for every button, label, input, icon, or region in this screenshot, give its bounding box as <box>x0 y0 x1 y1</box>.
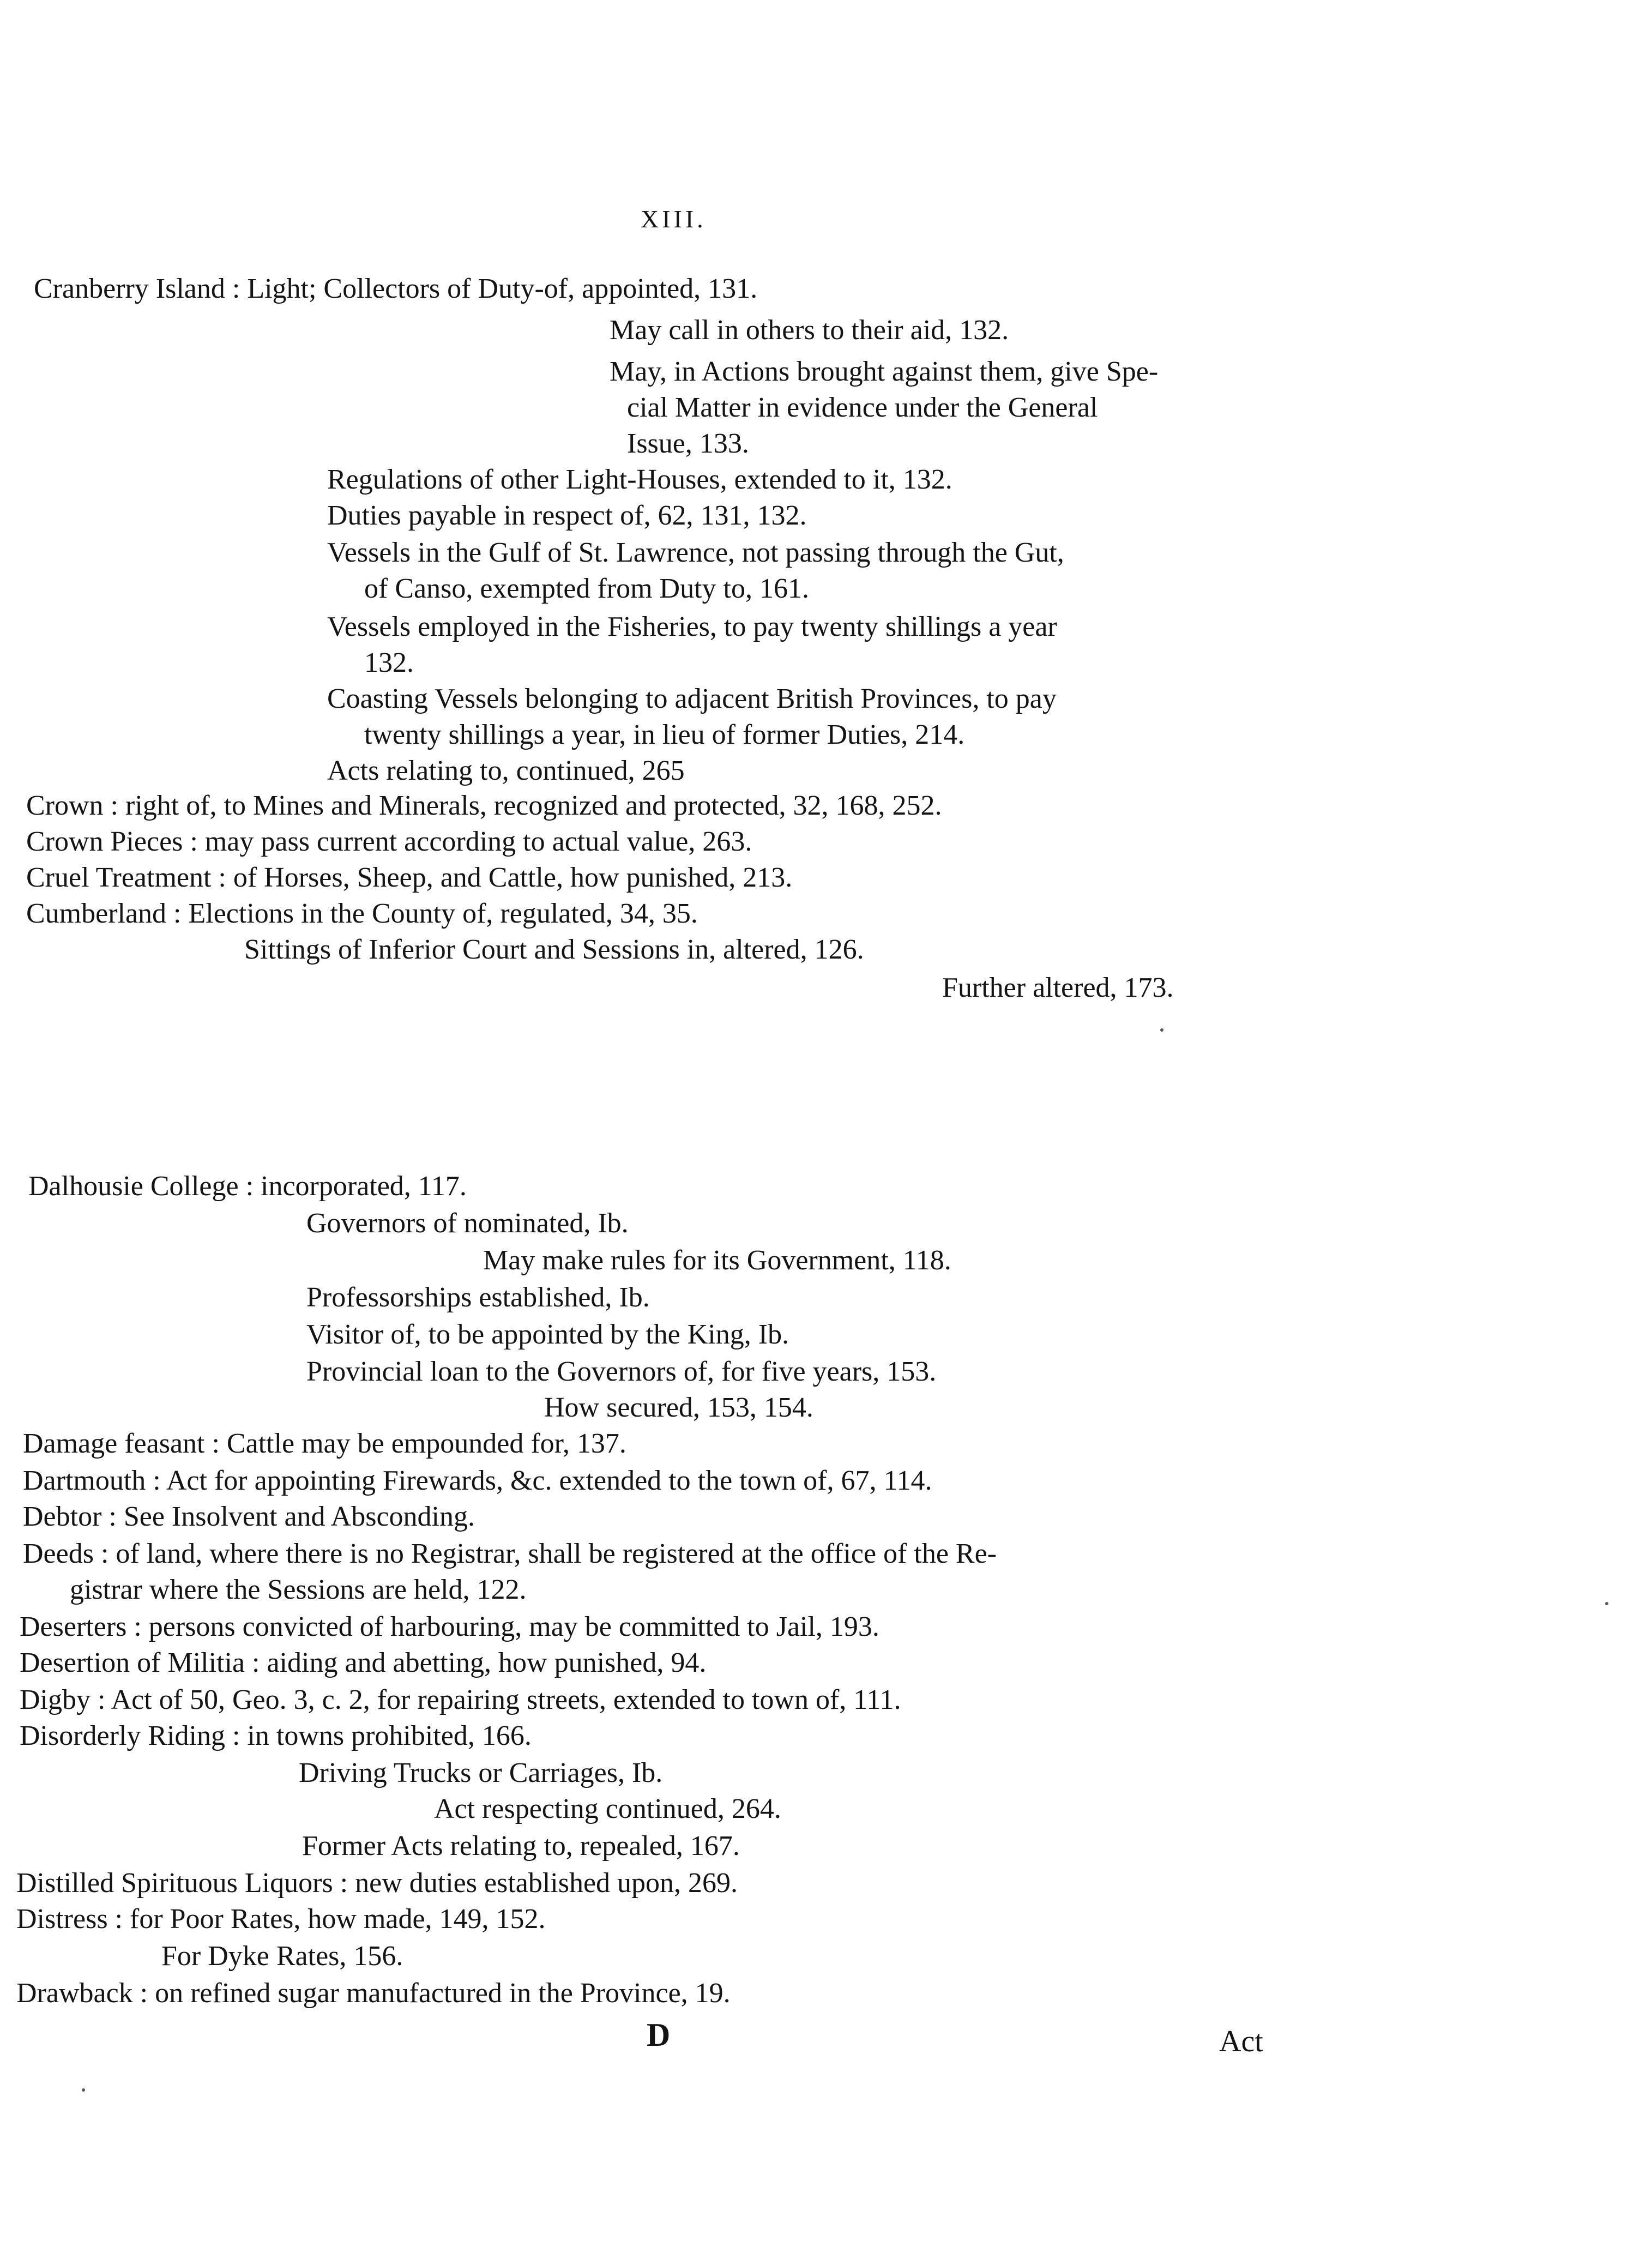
index-line: Sittings of Inferior Court and Sessions in, altered, 126. <box>244 934 864 965</box>
index-line: Provincial loan to the Governors of, for five years, 153. <box>306 1356 937 1387</box>
index-line: 132. <box>364 647 414 678</box>
index-line: How secured, 153, 154. <box>544 1392 813 1423</box>
index-line: Cruel Treatment : of Horses, Sheep, and Cattle, how punished, 213. <box>26 862 793 893</box>
index-line: Damage feasant : Cattle may be empounded for, 137. <box>23 1428 626 1459</box>
index-line: of Canso, exempted from Duty to, 161. <box>364 573 809 604</box>
index-line: Duties payable in respect of, 62, 131, 132. <box>327 500 807 531</box>
page-header: XIII. <box>641 205 707 233</box>
index-line: May call in others to their aid, 132. <box>610 315 1009 346</box>
index-line: Crown Pieces : may pass current according to actual value, 263. <box>26 826 752 857</box>
index-line: Governors of nominated, Ib. <box>306 1208 629 1239</box>
index-line: gistrar where the Sessions are held, 122. <box>70 1574 527 1605</box>
index-line: Digby : Act of 50, Geo. 3, c. 2, for repairing streets, extended to town of, 111. <box>20 1684 901 1715</box>
index-line: Disorderly Riding : in towns prohibited, 166. <box>20 1720 532 1751</box>
scan-speck <box>82 2088 85 2092</box>
index-line: Cumberland : Elections in the County of, regulated, 34, 35. <box>26 898 698 929</box>
index-line: Coasting Vessels belonging to adjacent British Provinces, to pay <box>327 683 1057 714</box>
index-line: Vessels employed in the Fisheries, to pay twenty shillings a year <box>327 611 1057 642</box>
index-line: Debtor : See Insolvent and Absconding. <box>23 1501 475 1532</box>
index-line: Further altered, 173. <box>942 972 1174 1003</box>
index-line: Issue, 133. <box>627 428 749 459</box>
index-line: Crown : right of, to Mines and Minerals, recognized and protected, 32, 168, 252. <box>26 790 942 821</box>
index-line: Deeds : of land, where there is no Registrar, shall be registered at the office of the Re- <box>23 1538 997 1569</box>
index-line: Former Acts relating to, repealed, 167. <box>302 1830 740 1862</box>
index-line: Vessels in the Gulf of St. Lawrence, not passing through the Gut, <box>327 537 1064 568</box>
index-line: Act respecting continued, 264. <box>434 1793 781 1824</box>
index-line: Drawback : on refined sugar manufactured in the Province, 19. <box>16 1978 731 2009</box>
scan-speck <box>1160 1028 1163 1032</box>
index-line: Distilled Spirituous Liquors : new duties established upon, 269. <box>16 1868 738 1899</box>
index-line: Dalhousie College : incorporated, 117. <box>28 1171 467 1202</box>
catchword: Act <box>1219 2025 1263 2058</box>
signature-mark: D <box>647 2017 671 2053</box>
index-line: twenty shillings a year, in lieu of former Duties, 214. <box>364 719 965 750</box>
index-line: Professorships established, Ib. <box>306 1282 650 1313</box>
scan-speck <box>1605 1602 1608 1605</box>
index-line: Visitor of, to be appointed by the King, Ib. <box>306 1319 789 1350</box>
index-line: May make rules for its Government, 118. <box>483 1245 951 1276</box>
index-line: May, in Actions brought against them, give Spe- <box>610 356 1159 387</box>
index-line: Deserters : persons convicted of harbouring, may be committed to Jail, 193. <box>20 1611 879 1642</box>
index-line: Cranberry Island : Light; Collectors of Duty-of, appointed, 131. <box>34 273 758 304</box>
index-line: Dartmouth : Act for appointing Firewards, &c. extended to the town of, 67, 114. <box>23 1465 932 1496</box>
index-line: Acts relating to, continued, 265 <box>327 755 685 786</box>
index-line: Distress : for Poor Rates, how made, 149, 152. <box>16 1903 546 1935</box>
index-line: Regulations of other Light-Houses, extended to it, 132. <box>327 464 952 495</box>
index-line: Driving Trucks or Carriages, Ib. <box>299 1757 663 1788</box>
index-line: cial Matter in evidence under the General <box>627 392 1098 423</box>
index-line: Desertion of Militia : aiding and abetting, how punished, 94. <box>20 1647 707 1678</box>
index-line: For Dyke Rates, 156. <box>161 1941 403 1972</box>
